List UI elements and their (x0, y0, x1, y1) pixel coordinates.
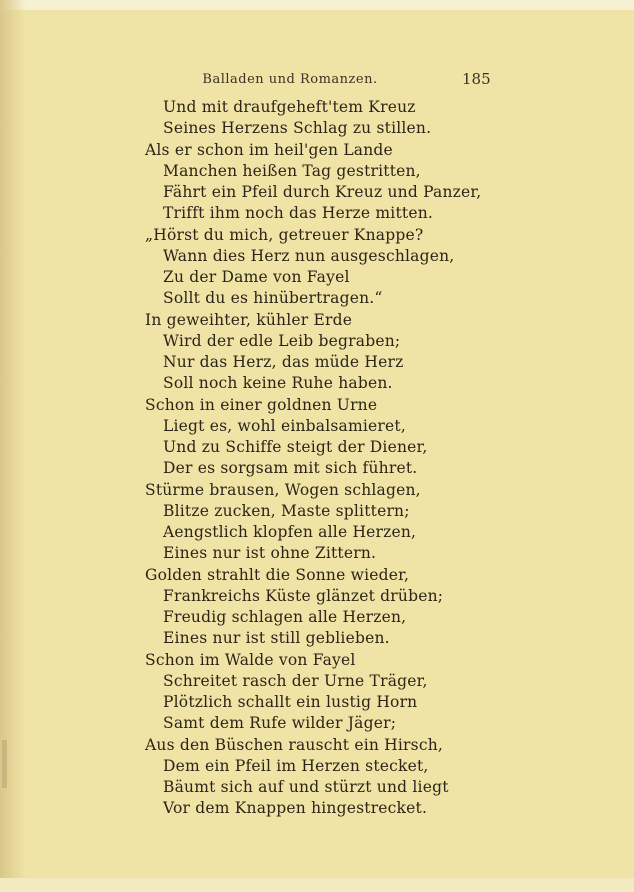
poem-line: Dem ein Pfeil im Herzen stecket, (163, 756, 429, 775)
poem-line: Bäumt sich auf und stürzt und liegt (163, 778, 449, 796)
page-number: 185 (462, 70, 491, 88)
poem-line: Der es sorgsam mit sich führet. (163, 459, 418, 478)
poem-line: Stürme brausen, Wogen schlagen, (145, 480, 421, 499)
margin-stain (2, 740, 7, 788)
poem-line: Vor dem Knappen hingestrecket. (163, 799, 428, 818)
poem-line: Wann dies Herz nun ausgeschlagen, (163, 246, 455, 265)
poem-line: Sollt du es hinübertragen.“ (163, 289, 383, 308)
page-top-edge (0, 0, 634, 10)
poem-line: Samt dem Rufe wilder Jäger; (163, 714, 397, 733)
poem-line: Golden strahlt die Sonne wieder, (145, 565, 410, 584)
poem-line: Freudig schlagen alle Herzen, (163, 608, 407, 626)
poem-line: Schreitet rasch der Urne Träger, (163, 671, 428, 690)
poem-line: Fährt ein Pfeil durch Kreuz und Panzer, (163, 183, 482, 201)
poem-body (0, 97, 634, 820)
poem-line: Blitze zucken, Maste splittern; (163, 501, 410, 520)
poem-line: Manchen heißen Tag gestritten, (163, 161, 421, 180)
poem-line: Eines nur ist still geblieben. (163, 629, 390, 648)
poem-line: Und mit draufgeheft'tem Kreuz (163, 98, 416, 116)
poem-line: Seines Herzens Schlag zu stillen. (163, 119, 432, 138)
poem-line: Soll noch keine Ruhe haben. (163, 374, 393, 393)
poem-line: Als er schon im heil'gen Lande (145, 140, 393, 159)
poem-line: Plötzlich schallt ein lustig Horn (163, 693, 418, 711)
poem-line: Liegt es, wohl einbalsamieret, (163, 416, 406, 435)
poem-line: Aus den Büschen rauscht ein Hirsch, (145, 735, 444, 754)
poem-line: „Hörst du mich, getreuer Knappe? (145, 225, 424, 244)
poem-line: Eines nur ist ohne Zittern. (163, 544, 377, 563)
poem-line: Nur das Herz, das müde Herz (163, 353, 404, 371)
poem-line: Frankreichs Küste glänzet drüben; (163, 586, 444, 605)
page-bottom-edge (0, 878, 634, 892)
poem-line: Schon im Walde von Fayel (145, 650, 356, 669)
poem-line: Aengstlich klopfen alle Herzen, (163, 523, 417, 541)
poem-line: Wird der edle Leib begraben; (163, 331, 401, 350)
poem-line: Schon in einer goldnen Urne (145, 395, 378, 414)
running-head: Balladen und Romanzen. (202, 72, 378, 87)
poem-line: Trifft ihm noch das Herze mitten. (163, 204, 434, 223)
poem-line: Zu der Dame von Fayel (163, 268, 350, 286)
poem-line: Und zu Schiffe steigt der Diener, (163, 438, 428, 456)
poem-line: In geweihter, kühler Erde (145, 310, 353, 329)
page-header (0, 72, 634, 92)
